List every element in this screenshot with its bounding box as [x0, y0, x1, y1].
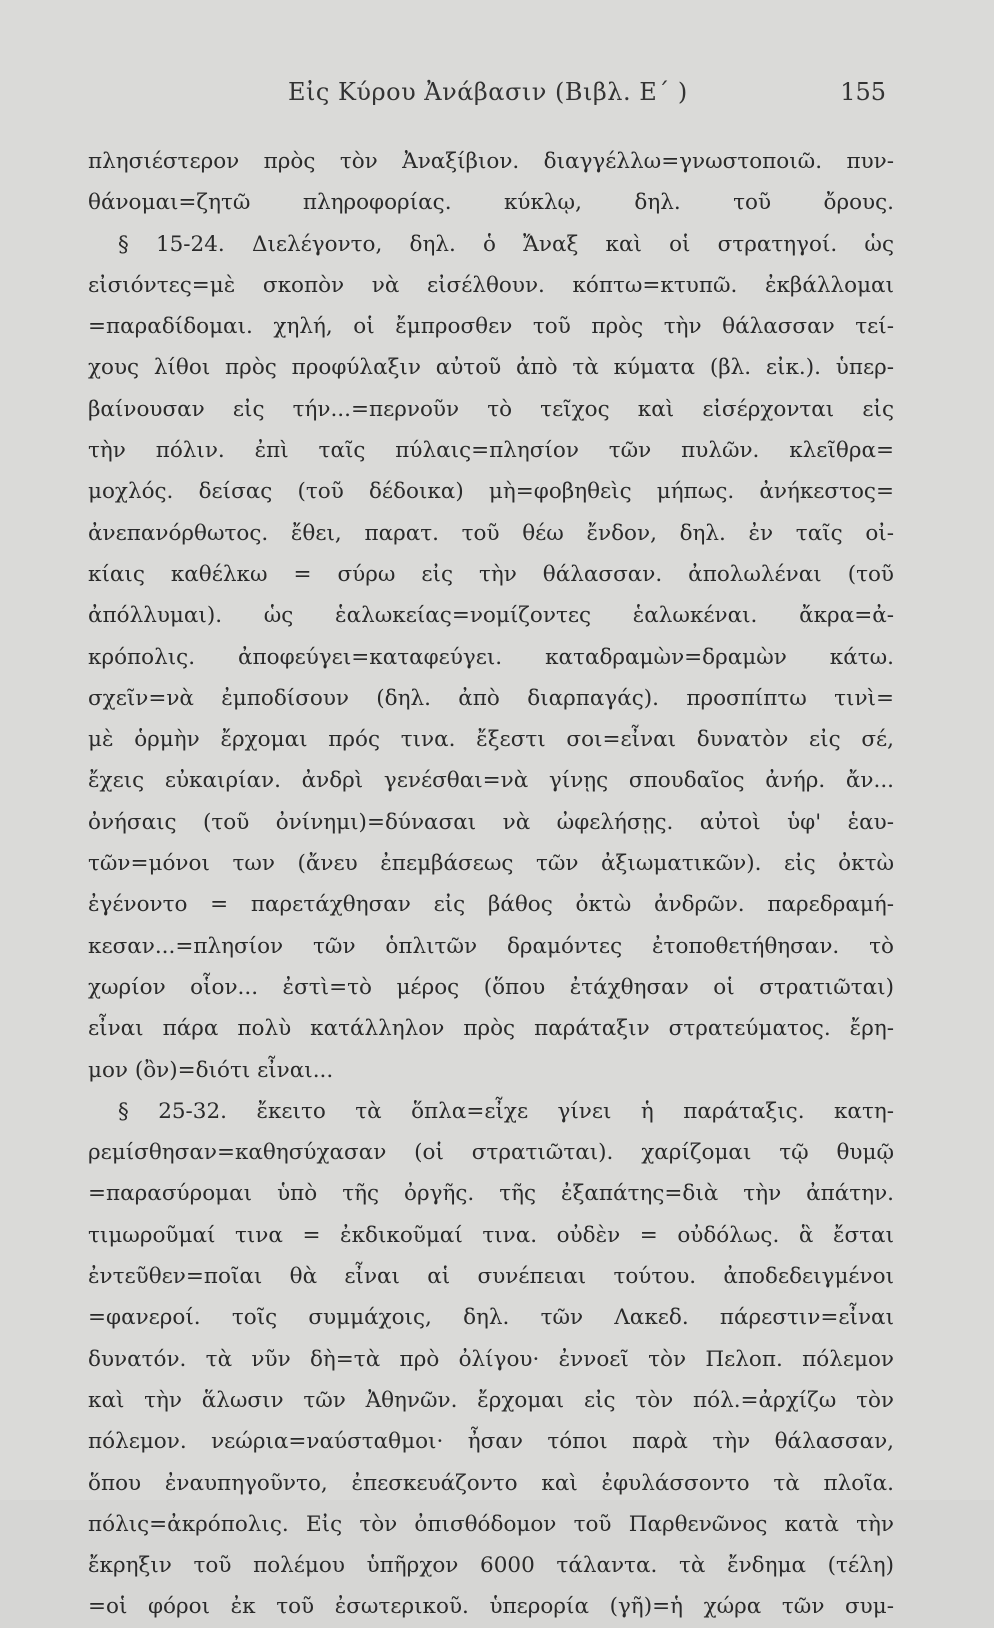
text-line: =παρασύρομαι ὑπὸ τῆς ὀργῆς. τῆς ἐξαπάτης=διὰ τὴν ἀπάτην.	[88, 1181, 894, 1207]
text-line: τιμωροῦμαί τινα = ἐκδικοῦμαί τινα. οὐδὲν = οὐδόλως. ἃ ἔσται	[88, 1222, 894, 1248]
text-line: ἔκρηξιν τοῦ πολέμου ὑπῆρχον 6000 τάλαντα. τὰ ἔνδημα (τέλη)	[88, 1553, 894, 1579]
text-line: θάνομαι=ζητῶ πληροφορίας. κύκλῳ, δηλ. τοῦ ὄρους.	[88, 190, 894, 216]
text-line: τὴν πόλιν. ἐπὶ ταῖς πύλαις=πλησίον τῶν πυλῶν. κλεῖθρα=	[88, 438, 894, 464]
text-line: ἐγένοντο = παρετάχθησαν εἰς βάθος ὀκτὼ ἀνδρῶν. παρεδραμή-	[88, 892, 894, 918]
text-line: πόλεμον. νεώρια=ναύσταθμοι· ἦσαν τόποι παρὰ τὴν θάλασσαν,	[88, 1429, 894, 1455]
text-line: τῶν=μόνοι των (ἄνευ ἐπεμβάσεως τῶν ἀξιωματικῶν). εἰς ὀκτὼ	[88, 851, 894, 877]
text-line: =φανεροί. τοῖς συμμάχοις, δηλ. τῶν Λακεδ. πάρεστιν=εἶναι	[88, 1305, 894, 1331]
text-line: κίαις καθέλκω = σύρω εἰς τὴν θάλασσαν. ἀπολωλέναι (τοῦ	[88, 561, 894, 587]
text-line: δυνατόν. τὰ νῦν δὴ=τὰ πρὸ ὀλίγου· ἐννοεῖ τὸν Πελοπ. πόλεμον	[88, 1346, 894, 1372]
text-line: § 25-32. ἔκειτο τὰ ὅπλα=εἶχε γίνει ἡ παράταξις. κατη-	[118, 1098, 894, 1124]
text-line: καὶ τὴν ἅλωσιν τῶν Ἀθηνῶν. ἔρχομαι εἰς τὸν πόλ.=ἀρχίζω τὸν	[88, 1387, 894, 1413]
text-line: κεσαν...=πλησίον τῶν ὁπλιτῶν δραμόντες ἐτοποθετήθησαν. τὸ	[88, 933, 894, 959]
text-line: χωρίον οἷον... ἐστὶ=τὸ μέρος (ὅπου ἐτάχθησαν οἱ στρατιῶται)	[88, 974, 894, 1000]
running-header	[88, 78, 886, 118]
text-line: εἶναι πάρα πολὺ κατάλληλον πρὸς παράταξιν στρατεύματος. ἔρη-	[88, 1016, 894, 1042]
text-line: κρόπολις. ἀποφεύγει=καταφεύγει. καταδραμὼν=δραμὼν κάτω.	[88, 644, 894, 670]
text-line: πλησιέστερον πρὸς τὸν Ἀναξίβιον. διαγγέλλω=γνωστοποιῶ. πυν-	[88, 149, 894, 174]
text-line: μοχλός. δείσας (τοῦ δέδοικα) μὴ=φοβηθεὶς μήπως. ἀνήκεστος=	[88, 479, 894, 505]
text-line: ὀνήσαις (τοῦ ὀνίνημι)=δύνασαι νὰ ὠφελήσῃς. αὐτοὶ ὑφ' ἑαυ-	[88, 809, 894, 835]
running-title: Εἰς Κύρου Ἀνάβασιν (Βιβλ. Ε΄ )	[288, 78, 688, 106]
text-line: ἐντεῦθεν=ποῖαι θὰ εἶναι αἱ συνέπειαι τούτου. ἀποδεδειγμένοι	[88, 1264, 894, 1290]
text-line: ἀπόλλυμαι). ὡς ἑαλωκείας=νομίζοντες ἑαλωκέναι. ἄκρα=ἀ-	[88, 603, 894, 629]
text-line: μὲ ὁρμὴν ἔρχομαι πρός τινα. ἔξεστι σοι=εἶναι δυνατὸν εἰς σέ,	[88, 727, 894, 753]
text-line: χους λίθοι πρὸς προφύλαξιν αὐτοῦ ἀπὸ τὰ κύματα (βλ. εἰκ.). ὑπερ-	[88, 355, 894, 381]
text-line: ἀνεπανόρθωτος. ἔθει, παρατ. τοῦ θέω ἔνδον, δηλ. ἐν ταῖς οἰ-	[88, 520, 894, 546]
text-line: εἰσιόντες=μὲ σκοπὸν νὰ εἰσέλθουν. κόπτω=κτυπῶ. ἐκβάλλομαι	[88, 272, 894, 298]
text-line: § 15-24. Διελέγοντο, δηλ. ὁ Ἄναξ καὶ οἱ στρατηγοί. ὡς	[118, 231, 894, 257]
text-line: σχεῖν=νὰ ἐμποδίσουν (δηλ. ἀπὸ διαρπαγάς). προσπίπτω τινὶ=	[88, 685, 894, 711]
text-line: βαίνουσαν εἰς τήν...=περνοῦν τὸ τεῖχος καὶ εἰσέρχονται εἰς	[88, 396, 894, 422]
text-line: ὅπου ἐναυπηγοῦντο, ἐπεσκευάζοντο καὶ ἐφυλάσσοντο τὰ πλοῖα.	[88, 1470, 894, 1496]
text-line: μον (ὂν)=διότι εἶναι...	[88, 1057, 334, 1083]
text-line: ἔχεις εὐκαιρίαν. ἀνδρὶ γενέσθαι=νὰ γίνῃς σπουδαῖος ἀνήρ. ἄν...	[88, 768, 894, 794]
text-line: =παραδίδομαι. χηλή, οἱ ἔμπροσθεν τοῦ πρὸς τὴν θάλασσαν τεί-	[88, 314, 894, 340]
page-number: 155	[840, 78, 886, 106]
text-line: =οἱ φόροι ἐκ τοῦ ἐσωτερικοῦ. ὑπερορία (γῆ)=ἡ χώρα τῶν συμ-	[88, 1594, 894, 1620]
commentary-text	[88, 141, 894, 1628]
text-line: πόλις=ἀκρόπολις. Εἰς τὸν ὀπισθόδομον τοῦ Παρθενῶνος κατὰ τὴν	[88, 1511, 894, 1537]
text-line: ρεμίσθησαν=καθησύχασαν (οἱ στρατιῶται). χαρίζομαι τῷ θυμῷ	[88, 1140, 894, 1166]
